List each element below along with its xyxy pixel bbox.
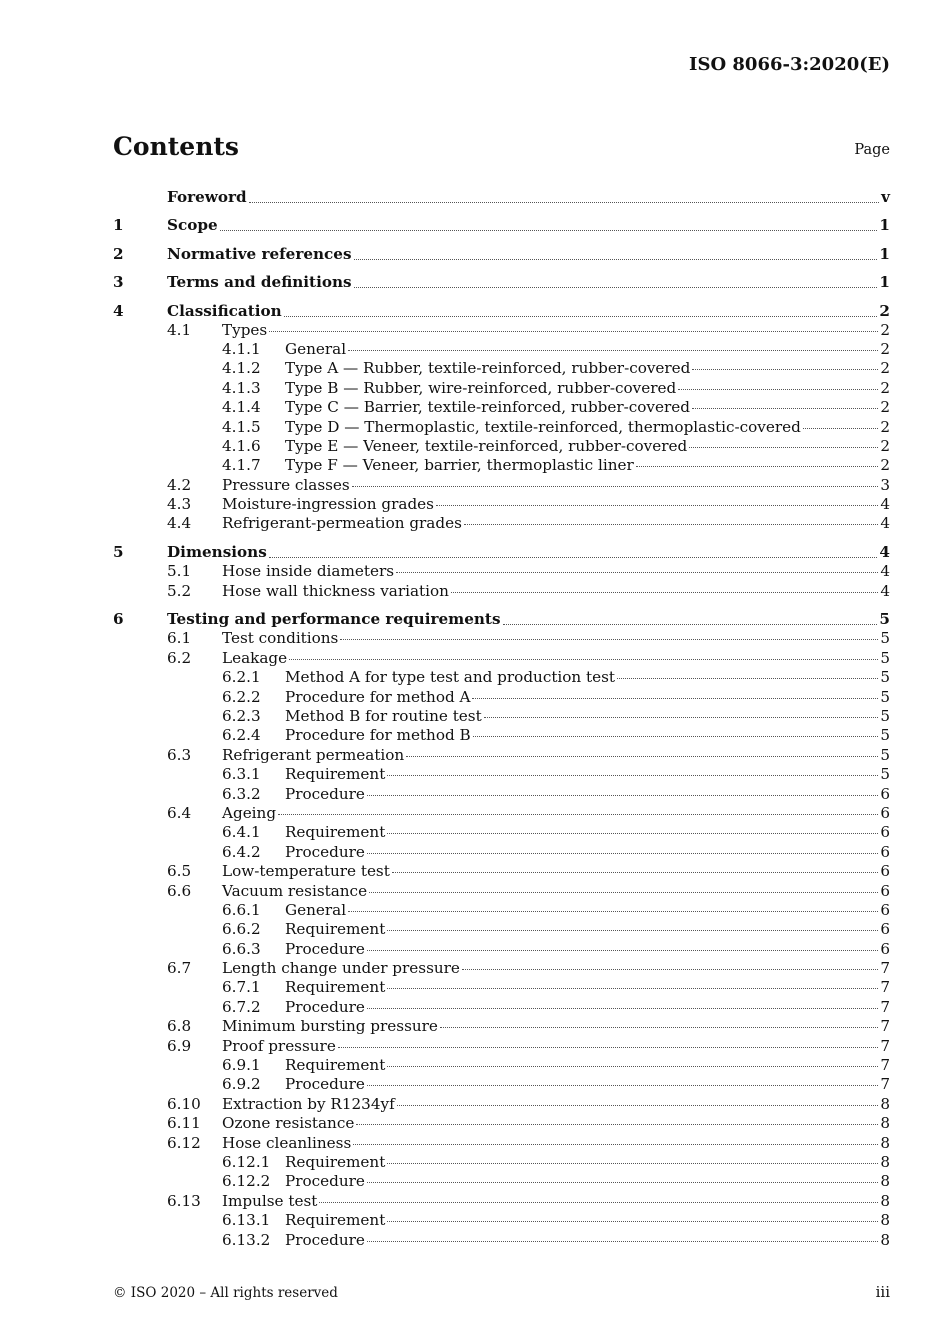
toc-entry[interactable] (113, 920, 890, 939)
toc-entry-number: 4.3 (167, 495, 192, 514)
toc-entry-title: Proof pressure (222, 1036, 336, 1055)
toc-entry-page: 8 (880, 1230, 890, 1249)
dot-leader (451, 592, 878, 593)
toc-entry[interactable] (113, 437, 890, 456)
toc-entry-title: Type E — Veneer, textile-reinforced, rubber-covered (285, 436, 688, 455)
toc-entry-title: Normative references (167, 244, 352, 263)
toc-entry-title: Dimensions (167, 543, 267, 562)
toc-entry[interactable] (113, 843, 890, 862)
dot-leader (392, 872, 879, 873)
toc-entry-number: 1 (113, 216, 124, 235)
toc-entry-number: 6.13 (167, 1191, 201, 1210)
dot-leader (367, 1182, 878, 1183)
toc-entry-title: Procedure (285, 1230, 365, 1249)
toc-entry-title: Procedure (285, 1075, 365, 1094)
toc-entry-page: 5 (880, 687, 890, 706)
toc-entry[interactable] (113, 1231, 890, 1250)
toc-entry[interactable] (113, 978, 890, 997)
dot-leader (338, 1047, 879, 1048)
toc-entry-page: 5 (880, 745, 890, 764)
dot-leader (473, 736, 879, 737)
toc-entry[interactable] (113, 882, 890, 901)
toc-entry[interactable] (113, 785, 890, 804)
copyright-notice: © ISO 2020 – All rights reserved (113, 1285, 338, 1301)
toc-entry[interactable] (113, 1114, 890, 1133)
toc-entry-page: 8 (880, 1152, 890, 1171)
toc-entry-page: 8 (880, 1114, 890, 1133)
toc-entry-title: Low-temperature test (222, 862, 390, 881)
toc-entry-title: Length change under pressure (222, 959, 460, 978)
toc-entry-page: 8 (880, 1211, 890, 1230)
toc-entry-title: Test conditions (222, 629, 339, 648)
toc-entry-page: 2 (880, 320, 890, 339)
toc-entry-number: 3 (113, 273, 124, 292)
toc-entry-number: 4.1.1 (222, 339, 261, 358)
toc-entry-title: Types (222, 320, 268, 339)
toc-entry-page: 5 (879, 610, 890, 629)
toc-entry[interactable] (113, 804, 890, 823)
dot-leader (692, 408, 878, 409)
toc-entry-number: 6.6 (167, 881, 192, 900)
toc-entry-number: 6.6.1 (222, 900, 261, 919)
toc-entry[interactable] (113, 292, 890, 320)
toc-entry[interactable] (113, 514, 890, 533)
toc-entry-page: 3 (880, 475, 890, 494)
dot-leader (436, 505, 878, 506)
toc-entry[interactable] (113, 379, 890, 398)
dot-leader (387, 988, 878, 989)
toc-entry-number: 4.4 (167, 514, 192, 533)
toc-entry-page: 1 (879, 273, 890, 292)
dot-leader (367, 1008, 878, 1009)
toc-entry-page: 7 (880, 959, 890, 978)
toc-entry-number: 6.9 (167, 1036, 192, 1055)
toc-entry-page: 5 (880, 726, 890, 745)
toc-entry-number: 6.2.1 (222, 668, 261, 687)
toc-entry-title: Moisture-ingression grades (222, 495, 434, 514)
toc-entry-number: 6.12.2 (222, 1172, 271, 1191)
dot-leader (503, 624, 878, 625)
toc-entry-page: 6 (880, 784, 890, 803)
toc-entry-title: Ozone resistance (222, 1114, 355, 1133)
dot-leader (353, 1144, 878, 1145)
toc-entry-page: 6 (880, 920, 890, 939)
toc-entry[interactable] (113, 959, 890, 978)
toc-entry-page: 7 (880, 978, 890, 997)
toc-entry-number: 6.2.4 (222, 726, 261, 745)
dot-leader (289, 659, 878, 660)
toc-entry-number: 6.9.1 (222, 1056, 261, 1075)
toc-entry[interactable] (113, 1192, 890, 1211)
toc-entry-number: 6.7 (167, 959, 192, 978)
toc-entry-number: 6.2.3 (222, 706, 261, 725)
toc-entry[interactable] (113, 235, 890, 263)
toc-entry-number: 4.1.4 (222, 398, 261, 417)
toc-entry-title: Type B — Rubber, wire-reinforced, rubber-covered (285, 378, 677, 397)
toc-entry-page: 6 (880, 823, 890, 842)
toc-entry-number: 4.1.2 (222, 359, 261, 378)
toc-entry-page: 5 (880, 629, 890, 648)
toc-entry[interactable] (113, 940, 890, 959)
toc-entry-page: 6 (880, 900, 890, 919)
toc-entry-page: 7 (880, 1075, 890, 1094)
toc-entry[interactable] (113, 476, 890, 495)
toc-entry[interactable] (113, 629, 890, 648)
toc-entry-number: 6.13.2 (222, 1230, 271, 1249)
dot-leader (284, 316, 878, 317)
toc-entry-page: 4 (879, 543, 890, 562)
toc-entry-number: 6.5 (167, 862, 192, 881)
toc-entry-page: 2 (880, 398, 890, 417)
dot-leader (636, 466, 879, 467)
toc-entry-title: Impulse test (222, 1191, 318, 1210)
toc-entry-number: 2 (113, 244, 124, 263)
toc-entry[interactable] (113, 1211, 890, 1230)
toc-entry[interactable] (113, 1153, 890, 1172)
toc-entry-number: 6.11 (167, 1114, 201, 1133)
toc-entry[interactable] (113, 668, 890, 687)
toc-entry-title: Vacuum resistance (222, 881, 368, 900)
toc-entry-number: 6.7.2 (222, 997, 261, 1016)
toc-entry[interactable] (113, 649, 890, 668)
toc-entry[interactable] (113, 1017, 890, 1036)
document-reference: ISO 8066-3:2020(E) (689, 54, 890, 75)
toc-entry-title: Refrigerant permeation (222, 745, 405, 764)
dot-leader (692, 369, 878, 370)
toc-entry-number: 4 (113, 301, 124, 320)
toc-entry-title: Scope (167, 216, 218, 235)
toc-entry-title: Ageing (222, 803, 277, 822)
table-of-contents (113, 185, 890, 1250)
toc-entry-number: 4.1.5 (222, 417, 261, 436)
toc-entry-page: 2 (880, 359, 890, 378)
toc-entry-number: 4.1.3 (222, 378, 261, 397)
toc-entry-page: 5 (880, 668, 890, 687)
toc-entry-number: 6.9.2 (222, 1075, 261, 1094)
toc-entry[interactable] (113, 534, 890, 562)
toc-entry[interactable] (113, 746, 890, 765)
toc-entry-title: Requirement (285, 823, 386, 842)
toc-entry-title: Procedure (285, 939, 365, 958)
toc-entry-title: Procedure (285, 997, 365, 1016)
dot-leader (440, 1027, 878, 1028)
toc-entry-page: 4 (880, 514, 890, 533)
toc-entry-page: 2 (880, 436, 890, 455)
dot-leader (617, 678, 878, 679)
dot-leader (278, 814, 878, 815)
dot-leader (352, 486, 879, 487)
dot-leader (406, 756, 878, 757)
dot-leader (464, 524, 878, 525)
footer-page-number: iii (875, 1283, 890, 1301)
toc-entry-page: 7 (880, 1017, 890, 1036)
toc-entry[interactable] (113, 901, 890, 920)
page-column-label: Page (854, 142, 890, 158)
dot-leader (354, 259, 878, 260)
toc-entry[interactable] (113, 601, 890, 629)
toc-entry-title: Hose wall thickness variation (222, 581, 449, 600)
toc-entry-title: Type A — Rubber, textile-reinforced, rubber-covered (285, 359, 691, 378)
dot-leader (367, 1241, 878, 1242)
toc-entry-page: 6 (880, 842, 890, 861)
toc-entry[interactable] (113, 1056, 890, 1075)
toc-entry-title: General (285, 900, 347, 919)
dot-leader (319, 1202, 878, 1203)
toc-entry-page: 6 (880, 862, 890, 881)
toc-entry-number: 6.2 (167, 648, 192, 667)
toc-entry-page: 7 (880, 997, 890, 1016)
toc-entry-page: 2 (880, 339, 890, 358)
toc-entry-page: 5 (880, 648, 890, 667)
toc-entry-page: 8 (880, 1094, 890, 1113)
toc-entry-page: 4 (880, 562, 890, 581)
toc-entry[interactable] (113, 707, 890, 726)
toc-entry-number: 6.6.3 (222, 939, 261, 958)
toc-entry-number: 6.3.2 (222, 784, 261, 803)
toc-entry-number: 5.2 (167, 581, 192, 600)
toc-entry-number: 6.2.2 (222, 687, 261, 706)
toc-entry[interactable] (113, 823, 890, 842)
toc-entry-title: Procedure (285, 1172, 365, 1191)
toc-entry-title: Extraction by R1234yf (222, 1094, 395, 1113)
toc-entry[interactable] (113, 185, 890, 207)
toc-entry-title: Minimum bursting pressure (222, 1017, 438, 1036)
dot-leader (348, 911, 878, 912)
dot-leader (269, 557, 878, 558)
toc-entry-page: 2 (880, 378, 890, 397)
toc-entry[interactable] (113, 998, 890, 1017)
dot-leader (249, 202, 880, 203)
toc-entry-page: 7 (880, 1036, 890, 1055)
page-title: Contents (113, 132, 240, 161)
toc-entry[interactable] (113, 1134, 890, 1153)
toc-entry-title: Procedure for method A (285, 687, 471, 706)
toc-entry-title: Refrigerant-permeation grades (222, 514, 462, 533)
toc-entry-page: 2 (880, 456, 890, 475)
dot-leader (348, 350, 878, 351)
toc-entry[interactable] (113, 321, 890, 340)
dot-leader (220, 230, 878, 231)
toc-entry-page: 1 (879, 216, 890, 235)
dot-leader (678, 389, 878, 390)
toc-entry[interactable] (113, 562, 890, 581)
toc-entry[interactable] (113, 456, 890, 475)
toc-entry-number: 6.4.2 (222, 842, 261, 861)
toc-entry-title: Requirement (285, 920, 386, 939)
toc-entry-page: v (881, 188, 890, 206)
toc-entry-title: Foreword (167, 188, 247, 206)
toc-entry-page: 2 (880, 417, 890, 436)
toc-entry-number: 5.1 (167, 562, 192, 581)
toc-entry-number: 6.10 (167, 1094, 201, 1113)
toc-entry[interactable] (113, 264, 890, 292)
dot-leader (397, 1105, 879, 1106)
toc-entry-number: 5 (113, 543, 124, 562)
dot-leader (269, 331, 878, 332)
dot-leader (367, 1085, 878, 1086)
toc-entry-title: Testing and performance requirements (167, 610, 501, 629)
toc-entry-number: 4.2 (167, 475, 192, 494)
toc-entry-page: 4 (880, 495, 890, 514)
toc-entry-page: 4 (880, 581, 890, 600)
toc-entry-number: 6.4.1 (222, 823, 261, 842)
toc-entry-page: 6 (880, 881, 890, 900)
dot-leader (387, 833, 878, 834)
toc-entry-title: Procedure for method B (285, 726, 471, 745)
toc-entry-page: 6 (880, 803, 890, 822)
toc-entry-title: Terms and definitions (167, 273, 352, 292)
dot-leader (387, 1221, 878, 1222)
toc-entry-number: 6.8 (167, 1017, 192, 1036)
toc-entry[interactable] (113, 418, 890, 437)
toc-entry-title: Requirement (285, 978, 386, 997)
toc-entry-title: Requirement (285, 1152, 386, 1171)
dot-leader (367, 795, 878, 796)
toc-entry[interactable] (113, 582, 890, 601)
toc-entry-title: Procedure (285, 842, 365, 861)
dot-leader (396, 572, 878, 573)
toc-entry-page: 5 (880, 765, 890, 784)
toc-entry-title: Pressure classes (222, 475, 350, 494)
toc-entry-number: 6.13.1 (222, 1211, 271, 1230)
toc-entry-title: Requirement (285, 1056, 386, 1075)
toc-entry-page: 8 (880, 1191, 890, 1210)
toc-entry-number: 6.3.1 (222, 765, 261, 784)
dot-leader (340, 639, 878, 640)
toc-entry-title: Method B for routine test (285, 706, 482, 725)
toc-entry-title: Method A for type test and production test (285, 668, 616, 687)
toc-entry[interactable] (113, 207, 890, 235)
toc-entry-title: Type C — Barrier, textile-reinforced, rubber-covered (285, 398, 690, 417)
toc-entry-number: 6.1 (167, 629, 192, 648)
toc-entry-number: 6.12.1 (222, 1152, 271, 1171)
toc-entry[interactable] (113, 340, 890, 359)
dot-leader (803, 428, 879, 429)
toc-entry[interactable] (113, 765, 890, 784)
toc-entry-page: 1 (879, 244, 890, 263)
toc-entry-number: 6.7.1 (222, 978, 261, 997)
toc-entry[interactable] (113, 1095, 890, 1114)
dot-leader (369, 892, 878, 893)
toc-entry-title: Requirement (285, 765, 386, 784)
toc-entry-page: 5 (880, 706, 890, 725)
toc-entry-title: Requirement (285, 1211, 386, 1230)
dot-leader (367, 950, 878, 951)
toc-entry[interactable] (113, 1172, 890, 1191)
toc-entry-page: 7 (880, 1056, 890, 1075)
toc-entry-title: Type F — Veneer, barrier, thermoplastic liner (285, 456, 634, 475)
dot-leader (354, 287, 878, 288)
dot-leader (462, 969, 878, 970)
dot-leader (484, 717, 879, 718)
toc-entry-number: 6.3 (167, 745, 192, 764)
toc-entry-title: General (285, 339, 347, 358)
dot-leader (387, 775, 878, 776)
toc-entry-number: 4.1 (167, 320, 192, 339)
toc-entry-number: 6.12 (167, 1133, 201, 1152)
toc-entry-page: 8 (880, 1133, 890, 1152)
toc-entry-title: Classification (167, 301, 282, 320)
toc-entry[interactable] (113, 398, 890, 417)
toc-entry-title: Procedure (285, 784, 365, 803)
toc-entry-page: 2 (879, 301, 890, 320)
toc-entry[interactable] (113, 1037, 890, 1056)
dot-leader (356, 1124, 878, 1125)
dot-leader (689, 447, 878, 448)
dot-leader (387, 930, 878, 931)
dot-leader (387, 1066, 878, 1067)
toc-entry-number: 6 (113, 610, 124, 629)
toc-entry[interactable] (113, 495, 890, 514)
toc-entry-title: Hose inside diameters (222, 562, 394, 581)
toc-entry-number: 6.6.2 (222, 920, 261, 939)
dot-leader (387, 1163, 878, 1164)
toc-entry[interactable] (113, 359, 890, 378)
toc-entry-number: 6.4 (167, 803, 192, 822)
toc-entry[interactable] (113, 726, 890, 745)
toc-entry-number: 4.1.7 (222, 456, 261, 475)
toc-entry-page: 8 (880, 1172, 890, 1191)
toc-entry[interactable] (113, 862, 890, 881)
dot-leader (367, 853, 878, 854)
dot-leader (472, 698, 878, 699)
toc-entry-title: Hose cleanliness (222, 1133, 352, 1152)
toc-entry[interactable] (113, 1075, 890, 1094)
toc-entry-number: 4.1.6 (222, 436, 261, 455)
toc-entry[interactable] (113, 688, 890, 707)
toc-entry-page: 6 (880, 939, 890, 958)
toc-entry-title: Type D — Thermoplastic, textile-reinforced, thermoplastic-covered (285, 417, 801, 436)
toc-entry-title: Leakage (222, 648, 288, 667)
